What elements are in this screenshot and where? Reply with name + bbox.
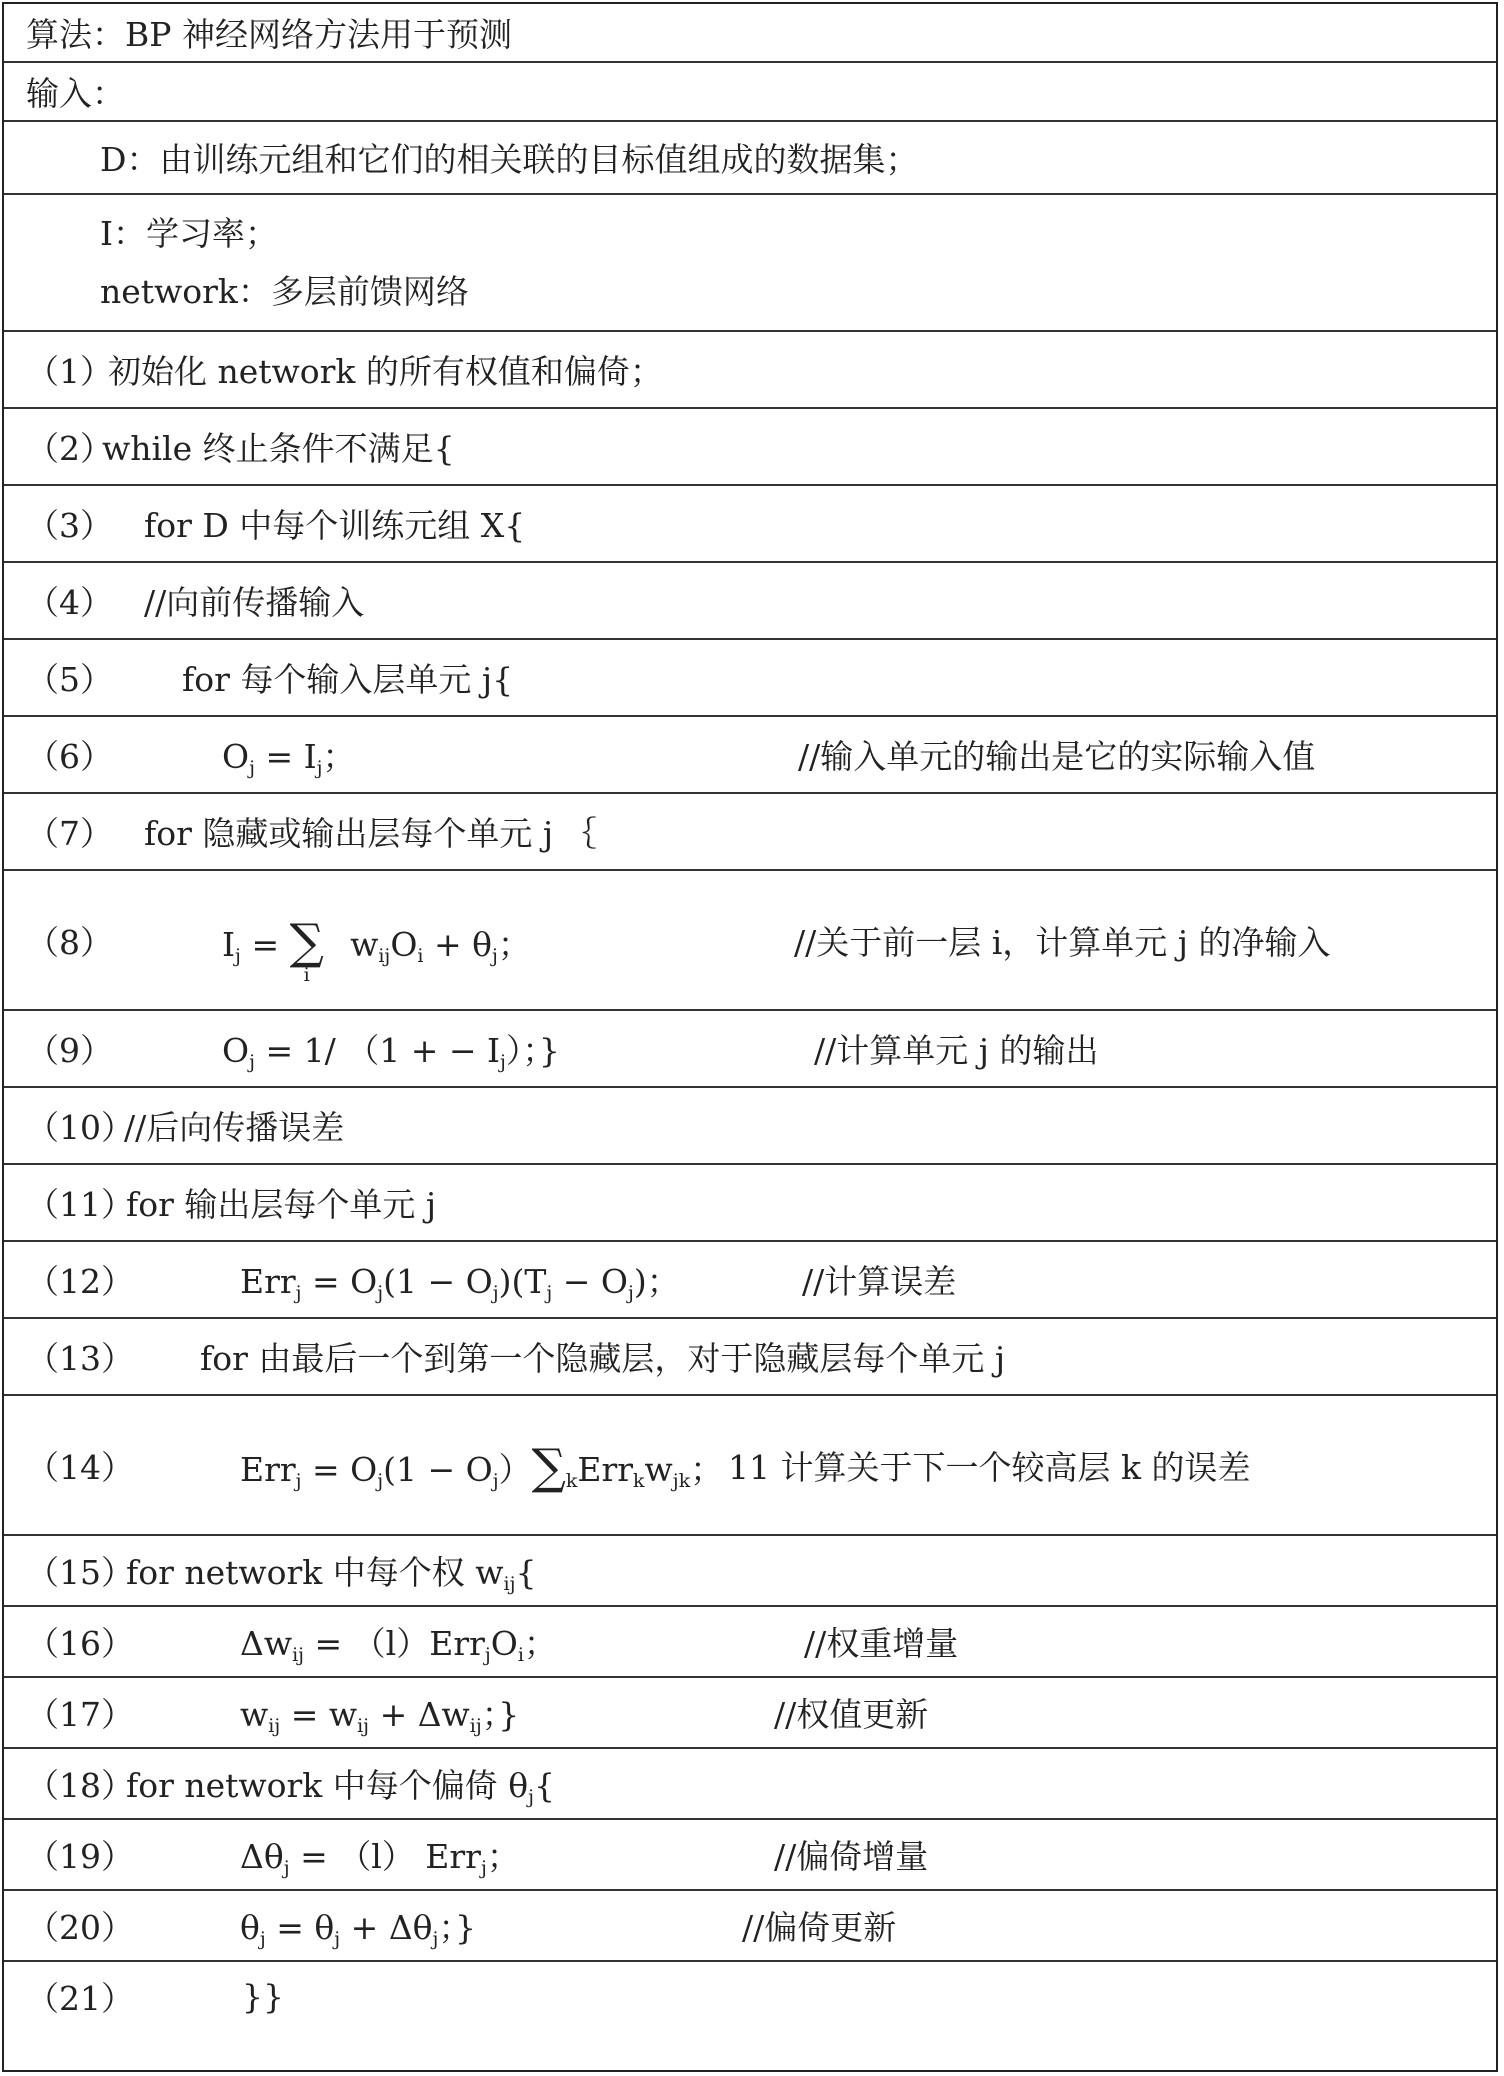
step-number: （12）	[26, 1262, 134, 1301]
step-equation: $\Delta w_{ij} = (l)Err_jO_i$；	[240, 1623, 557, 1666]
step-code: }}	[242, 1977, 284, 2016]
step-number: （20）	[26, 1908, 134, 1947]
step-equation: $Err_j = O_j(1 - O_j)(T_j - O_j)$；	[240, 1261, 680, 1304]
input-i: I：学习率；	[100, 213, 279, 253]
step-code: for 由最后一个到第一个隐藏层，对于隐藏层每个单元 j	[200, 1339, 1006, 1378]
step-comment: //计算误差	[802, 1262, 957, 1301]
step-number: （11）	[26, 1185, 134, 1224]
step-equation: $O_j = I_j$；	[222, 736, 356, 779]
algorithm-table	[2, 2, 1498, 2072]
step-number: （1）	[26, 352, 113, 391]
step-row	[4, 332, 1496, 409]
step-row	[4, 1607, 1496, 1678]
step-code: for network 中每个权 $w_{ij}${	[126, 1552, 537, 1595]
step-row	[4, 1820, 1496, 1891]
step-comment: 11 计算关于下一个较高层 k 的误差	[728, 1447, 1251, 1487]
step-comment: //偏倚更新	[742, 1908, 897, 1947]
step-code: for 每个输入层单元 j{	[182, 660, 514, 699]
step-row	[4, 1088, 1496, 1165]
step-number: （14）	[26, 1447, 134, 1487]
input-label: 输入：	[26, 74, 125, 113]
step-equation: $w_{ij} = w_{ij} + \Delta w_{ij}$；}	[240, 1694, 520, 1737]
step-number: （21）	[26, 1979, 134, 2018]
step-number: （4）	[26, 583, 113, 622]
step-equation: $Err_j = O_j(1 - O_j)\sum_kErr_kw_{jk}$；	[240, 1439, 724, 1495]
step-row	[4, 871, 1496, 1011]
step-row	[4, 1396, 1496, 1536]
step-number: （10）	[26, 1108, 134, 1147]
step-row	[4, 1165, 1496, 1242]
step-row	[4, 717, 1496, 794]
step-row	[4, 409, 1496, 486]
step-number: （9）	[26, 1031, 113, 1070]
step-number: （2）	[26, 429, 113, 468]
step-equation: $\Delta\theta_j = (l)$ Err$_j$；	[240, 1836, 520, 1879]
step-number: （5）	[26, 660, 113, 699]
step-code: for D 中每个训练元组 X{	[144, 506, 526, 545]
step-code: //向前传播输入	[144, 583, 365, 622]
step-comment: //权重增量	[804, 1624, 959, 1663]
step-number: （18）	[26, 1766, 134, 1805]
step-code: for 隐藏或输出层每个单元 j ｛	[144, 814, 597, 853]
step-row	[4, 486, 1496, 563]
step-row	[4, 1749, 1496, 1820]
step-equation: $\theta_j = \theta_j + \Delta\theta_j$；}	[240, 1907, 476, 1950]
step-equation: $O_j = 1/$ （1 + − $I_j$）；}	[222, 1030, 560, 1073]
step-comment: //偏倚增量	[774, 1837, 929, 1876]
step-row	[4, 640, 1496, 717]
step-number: （8）	[26, 922, 113, 962]
title-row	[4, 4, 1496, 63]
step-number: （13）	[26, 1339, 134, 1378]
step-row	[4, 1891, 1496, 1962]
algorithm-title: 算法：BP 神经网络方法用于预测	[26, 15, 512, 54]
step-number: （17）	[26, 1695, 134, 1734]
step-row	[4, 1536, 1496, 1607]
step-row	[4, 1011, 1496, 1088]
step-row	[4, 794, 1496, 871]
step-row	[4, 1678, 1496, 1749]
step-number: （19）	[26, 1837, 134, 1876]
input-network: network：多层前馈网络	[100, 271, 469, 311]
step-number: （16）	[26, 1624, 134, 1663]
step-code: for network 中每个偏倚 $\theta_j${	[126, 1765, 556, 1808]
step-number: （3）	[26, 506, 113, 545]
step-row	[4, 1962, 1496, 2031]
step-comment: //输入单元的输出是它的实际输入值	[798, 737, 1316, 776]
step-comment: //权值更新	[774, 1695, 929, 1734]
input-label-row	[4, 63, 1496, 122]
step-row	[4, 563, 1496, 640]
step-comment: //计算单元 j 的输出	[814, 1031, 1099, 1070]
step-number: （15）	[26, 1553, 134, 1592]
step-row	[4, 1242, 1496, 1319]
step-equation: $I_j$ = ∑ i $w_{ij}O_i + \theta_j$；	[222, 914, 531, 986]
step-row	[4, 1319, 1496, 1396]
step-code: for 输出层每个单元 j	[126, 1185, 437, 1224]
step-code: while 终止条件不满足{	[102, 429, 455, 468]
step-code: 初始化 network 的所有权值和偏倚；	[108, 352, 663, 391]
input-d-row	[4, 122, 1496, 195]
step-number: （7）	[26, 814, 113, 853]
input-params-row	[4, 195, 1496, 332]
step-code: //后向传播误差	[124, 1108, 345, 1147]
step-number: （6）	[26, 737, 113, 776]
input-d: D：由训练元组和它们的相关联的目标值组成的数据集；	[100, 140, 919, 179]
step-comment: //关于前一层 i，计算单元 j 的净输入	[794, 922, 1331, 962]
